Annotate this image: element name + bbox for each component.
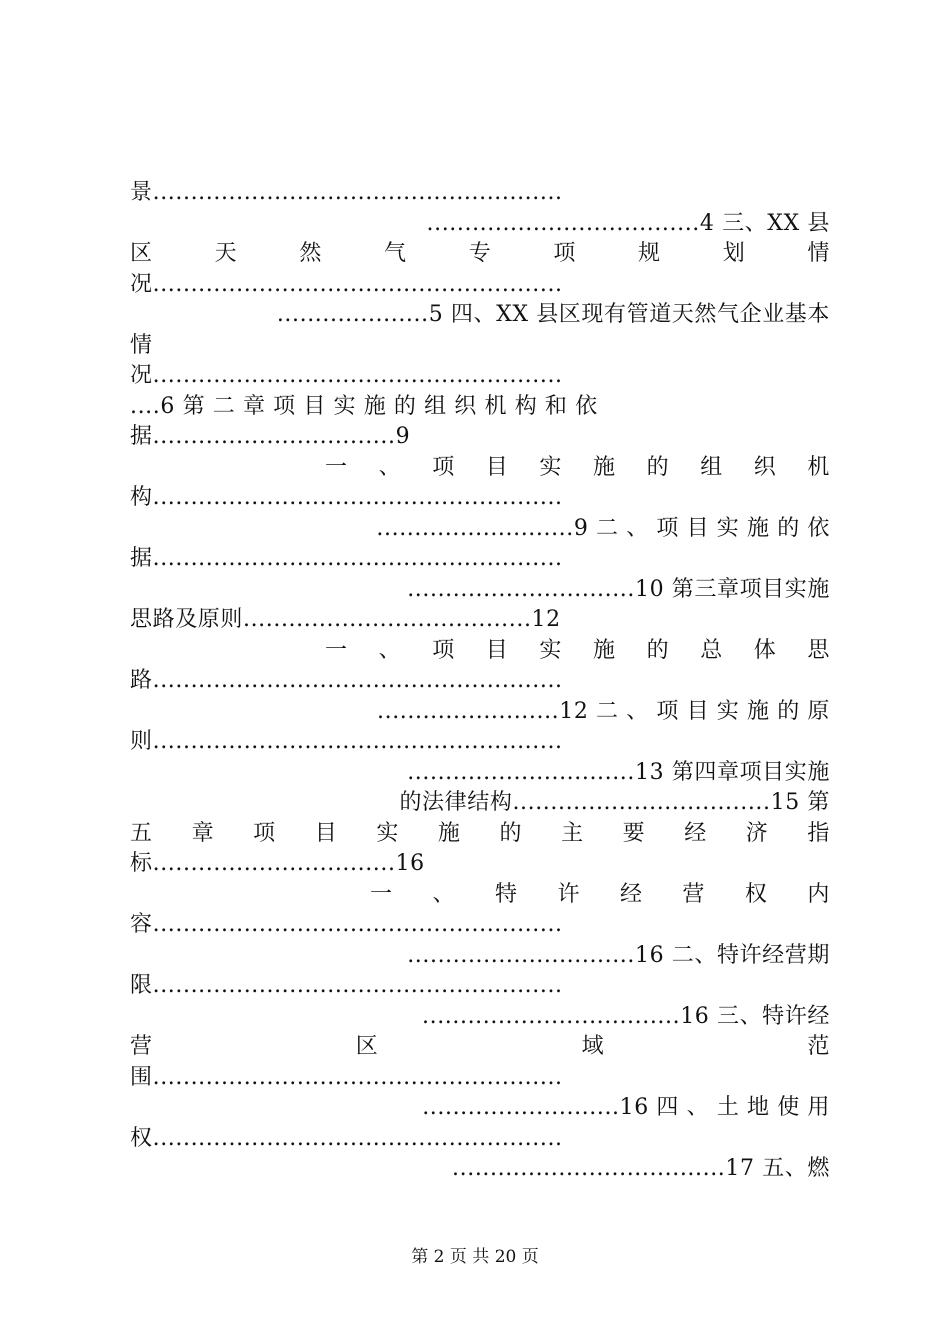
page-footer: [0, 1242, 950, 1267]
toc-line: 围......................................................: [130, 1064, 563, 1090]
table-of-contents: [130, 178, 830, 1185]
toc-line: 据......................................................: [130, 546, 563, 571]
toc-line: 况......................................................: [130, 271, 563, 297]
toc-line: 构......................................................: [130, 485, 563, 510]
toc-line: 情: [130, 332, 153, 358]
toc-line: 据................................9: [130, 424, 411, 449]
toc-line: 思路及原则......................................12: [130, 607, 561, 632]
toc-line: 一 、 项 目 实 施 的 总 体 思: [325, 637, 830, 663]
toc-line: ..............................13 第四章项目实施: [407, 759, 830, 785]
page-number-label: 第 2 页 共 20 页: [411, 1247, 539, 1267]
toc-line: ....................................4 三、XX 县: [426, 210, 830, 236]
toc-line: ..............................16 二、特许经营期: [407, 942, 830, 968]
toc-line: ..................................16 三、特许经: [422, 1003, 830, 1029]
toc-line: 景......................................................: [130, 180, 563, 205]
toc-line: 况......................................................: [130, 363, 563, 388]
toc-line: 一 、 特 许 经 营 权 内: [370, 881, 830, 907]
toc-line: ....................................17 五、燃: [452, 1156, 830, 1181]
toc-line: ..............................10 第三章项目实施: [407, 576, 830, 602]
toc-line: ........................12 二 、 项 目 实 施 的 原: [377, 698, 830, 724]
toc-line: 权......................................................: [130, 1125, 563, 1151]
toc-line: 营 区 域 范: [130, 1034, 830, 1059]
toc-line: 五 章 项 目 实 施 的 主 要 经 济 指: [130, 820, 830, 846]
toc-line: 的法律结构..................................15 第: [399, 790, 830, 815]
toc-line: 一 、 项 目 实 施 的 组 织 机: [325, 454, 830, 480]
toc-line: 限......................................................: [130, 973, 563, 998]
toc-line: 区 天 然 气 专 项 规 划 情: [130, 241, 830, 266]
toc-line: ....................5 四、XX 县区现有管道天然气企业基本: [276, 302, 830, 327]
toc-line: 路......................................................: [130, 668, 563, 693]
toc-line: ....6 第 二 章 项 目 实 施 的 组 织 机 构 和 依: [130, 393, 598, 419]
toc-line: ..........................9 二 、 项 目 实 施 的 依: [376, 515, 830, 541]
toc-line: 容......................................................: [130, 912, 563, 937]
toc-line: 标................................16: [130, 851, 425, 876]
toc-line: 则......................................................: [130, 729, 563, 754]
toc-line: ..........................16 四 、 土 地 使 用: [422, 1095, 830, 1120]
